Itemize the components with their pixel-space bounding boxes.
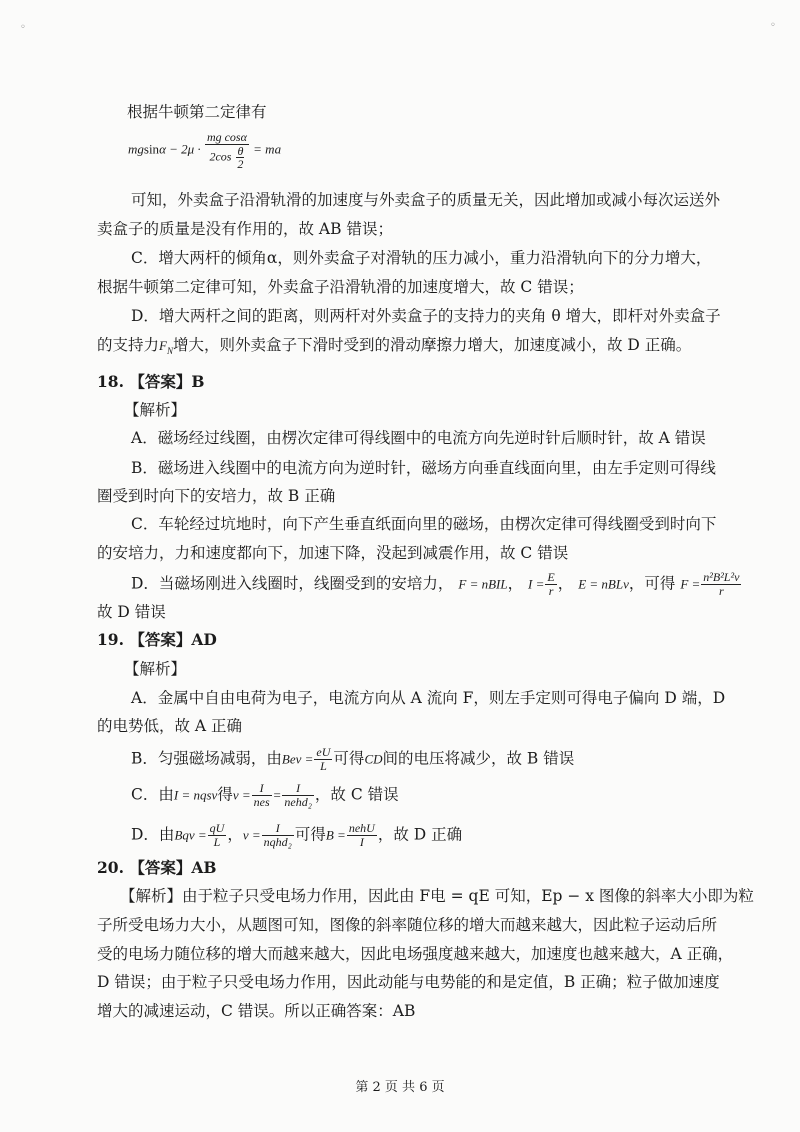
eq-two: 2 <box>237 157 244 171</box>
formula: I = <box>528 576 545 592</box>
q18-option-d: 故 D 错误 <box>97 603 166 621</box>
fraction <box>208 822 227 849</box>
numerator: I <box>252 782 272 796</box>
denominator: L <box>320 759 327 773</box>
formula: I = nqsv <box>173 787 218 803</box>
denominator: nqhd₂ <box>263 835 292 849</box>
fraction <box>252 782 272 809</box>
text-run: 可得 <box>294 825 326 844</box>
numerator: I <box>262 822 294 836</box>
q18-jiexi: 【解析】 <box>124 401 187 419</box>
denominator: L <box>213 835 221 849</box>
corner-mark-left: ◦ <box>20 22 26 33</box>
q19-option-a: 的电势低，故 A 正确 <box>97 717 243 735</box>
fraction <box>347 822 377 849</box>
fraction <box>545 571 556 598</box>
text-run: C．由 <box>131 785 174 804</box>
denominator: nes <box>253 795 270 809</box>
force-symbol: F <box>159 338 167 353</box>
text-run: D．当磁场刚进入线圈时，线圈受到的安培力， <box>131 574 454 593</box>
sep: ，可得 <box>628 574 676 593</box>
sep: ， <box>507 574 524 593</box>
text-run: 增大，则外卖盒子下滑时受到的滑动摩擦力增大，加速度减小，故 D 正确。 <box>172 336 692 354</box>
sep: ， <box>227 825 243 844</box>
text-run: ，故 D 正确 <box>377 825 463 844</box>
para-line: 可知，外卖盒子沿滑轨滑的加速度与外卖盒子的质量无关，因此增加或减小每次运送外 <box>131 191 721 209</box>
newton-equation <box>128 131 281 170</box>
numerator: I <box>282 782 314 796</box>
eq-denominator <box>205 145 249 170</box>
eq-half-angle <box>236 145 244 170</box>
fraction <box>314 746 332 773</box>
eq-fraction <box>205 131 249 170</box>
text-run: B．匀强磁场减弱，由 <box>131 749 282 768</box>
eq-term-sin: sin <box>143 141 160 157</box>
formula: E = nBLv <box>578 576 629 592</box>
q18-option-a: A．磁场经过线圈，由楞次定律可得线圈中的电流方向先逆时针后顺时针，故 A 错误 <box>131 429 706 447</box>
formula: Bqv = <box>174 827 207 843</box>
para-line: 卖盒子的质量是没有作用的，故 AB 错误； <box>97 220 393 238</box>
q18-option-c: C．车轮经过坑地时，向下产生垂直纸面向里的磁场，由楞次定律可得线圈受到时向下 <box>131 515 717 533</box>
text-run: 可得 <box>333 749 365 768</box>
numerator: E <box>547 570 555 584</box>
q19-option-b <box>131 746 574 773</box>
fraction <box>701 571 741 598</box>
formula: v = <box>242 827 261 843</box>
denominator: r <box>719 584 724 598</box>
formula: F = nBIL <box>458 576 508 592</box>
q18-option-c: 的安培力，力和速度都向下，加速下降，没起到减震作用，故 C 错误 <box>97 544 569 562</box>
text-run: 得 <box>217 785 233 804</box>
fraction <box>282 782 314 809</box>
text-run: 间的电压将减少，故 B 错误 <box>382 749 575 768</box>
q19-answer: 19. 【答案】AD <box>97 630 217 649</box>
denominator: nehd₂ <box>284 795 312 809</box>
formula: Bev = <box>281 751 314 767</box>
option-c-line: 根据牛顿第二定律可知，外卖盒子沿滑轨滑的加速度增大，故 C 错误； <box>97 278 584 296</box>
denominator: r <box>548 584 554 598</box>
eq-den-cos: 2cos <box>209 149 232 164</box>
q19-option-a: A．金属中自由电荷为电子，电流方向从 A 流向 F，则左手定则可得电子偏向 D 端，D <box>131 689 726 707</box>
q20-line: 受的电场力随位移的增大而越来越大，因此电场强度越来越大，加速度也越来越大，A 正确， <box>97 945 734 963</box>
q19-option-c <box>131 782 399 809</box>
denominator: I <box>359 835 364 849</box>
sep: ， <box>557 574 574 593</box>
q20-line: D 错误；由于粒子只受电场力作用，因此动能与电势能的和是定值，B 正确；粒子做加速度 <box>97 973 720 991</box>
option-d-line <box>97 335 691 361</box>
eq-rhs: = ma <box>253 141 282 157</box>
q19-option-d <box>131 822 462 849</box>
eq-numerator: mg cosα <box>206 130 247 144</box>
q19-jiexi: 【解析】 <box>124 660 187 678</box>
formula: = <box>272 787 282 803</box>
option-d-line: D．增大两杆之间的距离，则两杆对外卖盒子的支持力的夹角 θ 增大，即杆对外卖盒子 <box>131 307 721 325</box>
intro-line: 根据牛顿第二定律有 <box>127 103 267 121</box>
q18-option-b: B．磁场进入线圈中的电流方向为逆时针，磁场方向垂直线面向里，由左手定则可得线 <box>131 459 716 477</box>
numerator: n²B²L²v <box>703 570 740 584</box>
q18-answer: 18. 【答案】B <box>97 372 205 391</box>
numerator: nehU <box>348 821 375 835</box>
text-run: D．由 <box>131 825 175 844</box>
option-c-line: C．增大两杆的倾角α，则外卖盒子对滑轨的压力减小，重力沿滑轨向下的分力增大， <box>131 249 712 267</box>
eq-term-mu: α − 2μ · <box>159 141 201 157</box>
fraction <box>262 822 294 849</box>
q20-line: 【解析】由于粒子只受电场力作用，因此由 F电 = qE 可知，Ep − x 图像的斜率大小即为粒 <box>120 887 754 905</box>
q18-option-b: 圈受到时向下的安培力，故 B 正确 <box>97 487 336 505</box>
formula: v = <box>232 787 251 803</box>
eq-theta: θ <box>237 144 244 158</box>
q20-answer: 20. 【答案】AB <box>97 858 217 877</box>
formula: F = <box>680 576 701 592</box>
text-run: ，故 C 错误 <box>314 785 399 804</box>
formula: B = <box>325 827 346 843</box>
q20-line: 子所受电场力大小，从题图可知，图像的斜率随位移的增大而越来越大，因此粒子运动后所 <box>97 916 718 934</box>
numerator: qU <box>209 821 225 835</box>
q20-line: 增大的减速运动，C 错误。所以正确答案：AB <box>97 1002 416 1020</box>
q18-option-d <box>131 571 742 598</box>
page-footer: 第 2 页 共 6 页 <box>355 1080 445 1095</box>
text-run: 的支持力 <box>97 336 160 354</box>
eq-term-mg: mg <box>128 141 144 157</box>
corner-mark-right: ◦ <box>770 20 776 31</box>
numerator: eU <box>316 745 331 759</box>
formula: CD <box>364 751 383 767</box>
force-subscript: N <box>166 346 173 357</box>
